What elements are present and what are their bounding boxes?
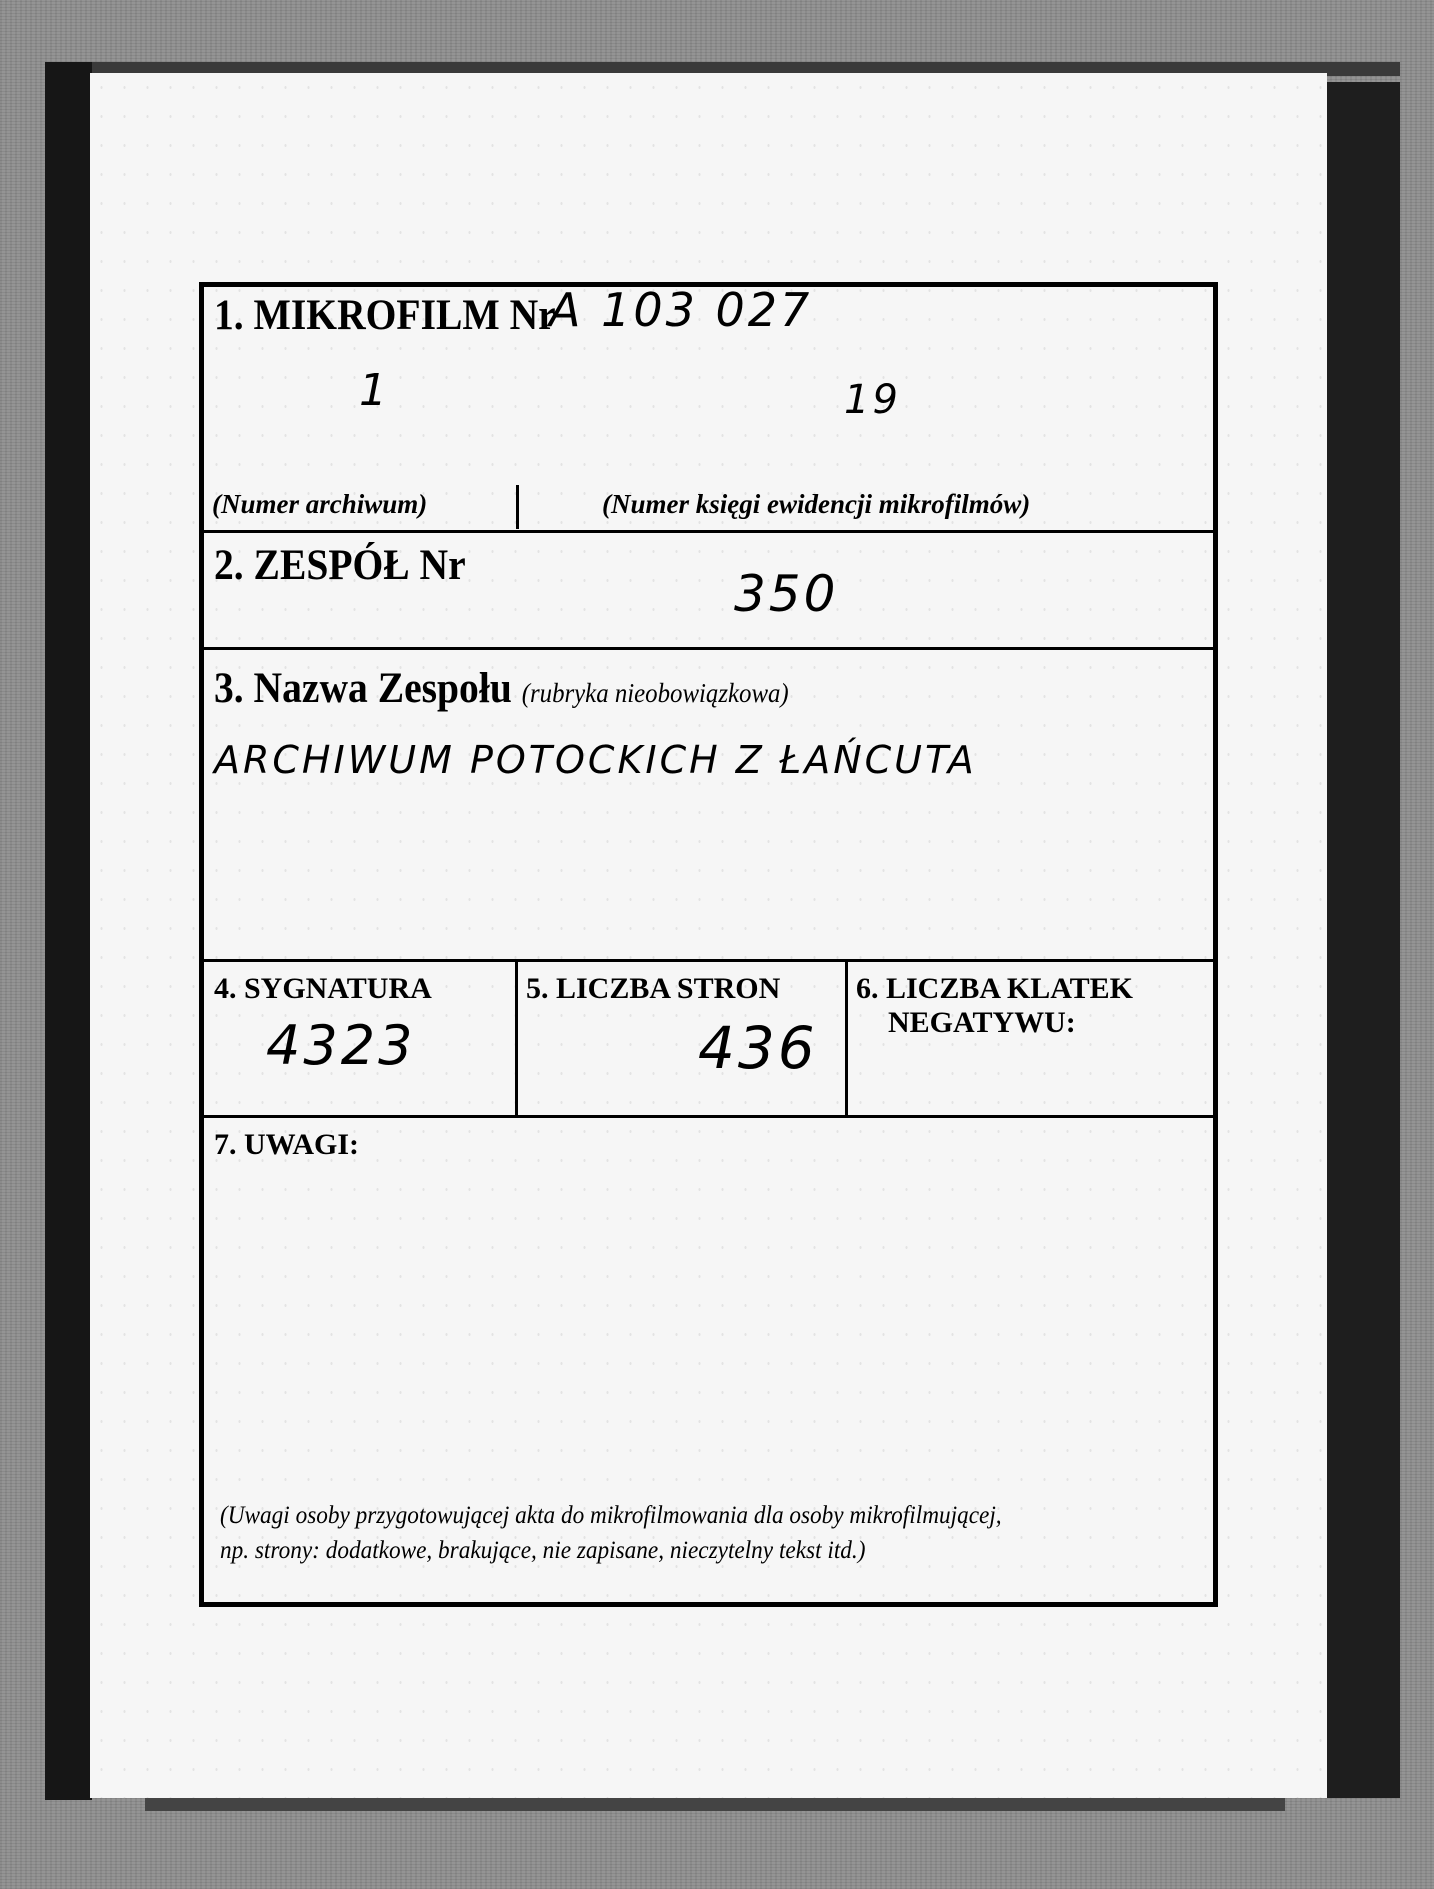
remarks-instructions-line2: np. strony: dodatkowe, brakujące, nie zapisane, nieczytelny tekst itd.) [220, 1537, 866, 1564]
microfilm-number-label: 1. MIKROFILM Nr [214, 292, 556, 339]
fonds-number-label: 2. ZESPÓŁ Nr [214, 542, 466, 589]
caption-separator [516, 485, 519, 529]
remarks-label: 7. UWAGI: [214, 1128, 360, 1161]
fonds-number-value: 350 [734, 565, 839, 623]
page-count-value: 436 [698, 1014, 818, 1082]
field-remarks [204, 1118, 1213, 1602]
field-microfilm-number [204, 283, 1213, 533]
microfilm-number-value: A 103 027 [549, 283, 813, 337]
signature-value: 4323 [266, 1014, 416, 1077]
field-negative-frames [848, 962, 1213, 1115]
field-signature [204, 962, 516, 1115]
negative-frames-label-line1: 6. LICZBA KLATEK [856, 972, 1134, 1005]
page-count-label: 5. LICZBA STRON [526, 972, 781, 1005]
microfilm-frame-left [45, 62, 92, 1800]
remarks-instructions [220, 1498, 1002, 1568]
field-page-count [518, 962, 846, 1115]
microfilm-form [199, 282, 1218, 1607]
remarks-instructions-line1: (Uwagi osoby przygotowującej akta do mikrofilmowania dla osoby mikrofilmującej, [220, 1502, 1002, 1529]
negative-frames-label-line2: NEGATYWU: [888, 1006, 1076, 1039]
register-number-caption: (Numer księgi ewidencji mikrofilmów) [602, 489, 1031, 519]
archive-number-caption: (Numer archiwum) [212, 489, 428, 519]
fonds-name-value: ARCHIWUM POTOCKICH Z ŁAŃCUTA [214, 738, 977, 782]
signature-label: 4. SYGNATURA [214, 972, 432, 1005]
fonds-name-hint: (rubryka nieobowiązkowa) [521, 678, 789, 708]
microfilm-frame-right [1327, 82, 1400, 1798]
field-fonds-number [204, 533, 1213, 650]
fields-signature-pages-frames [204, 962, 1213, 1118]
field-fonds-name [204, 650, 1213, 962]
fonds-name-label: 3. Nazwa Zespołu (rubryka nieobowiązkowa) [214, 665, 789, 712]
microfilm-frame-bottom [145, 1797, 1285, 1811]
archive-number-value: 1 [359, 365, 390, 416]
register-number-value: 19 [844, 377, 901, 423]
